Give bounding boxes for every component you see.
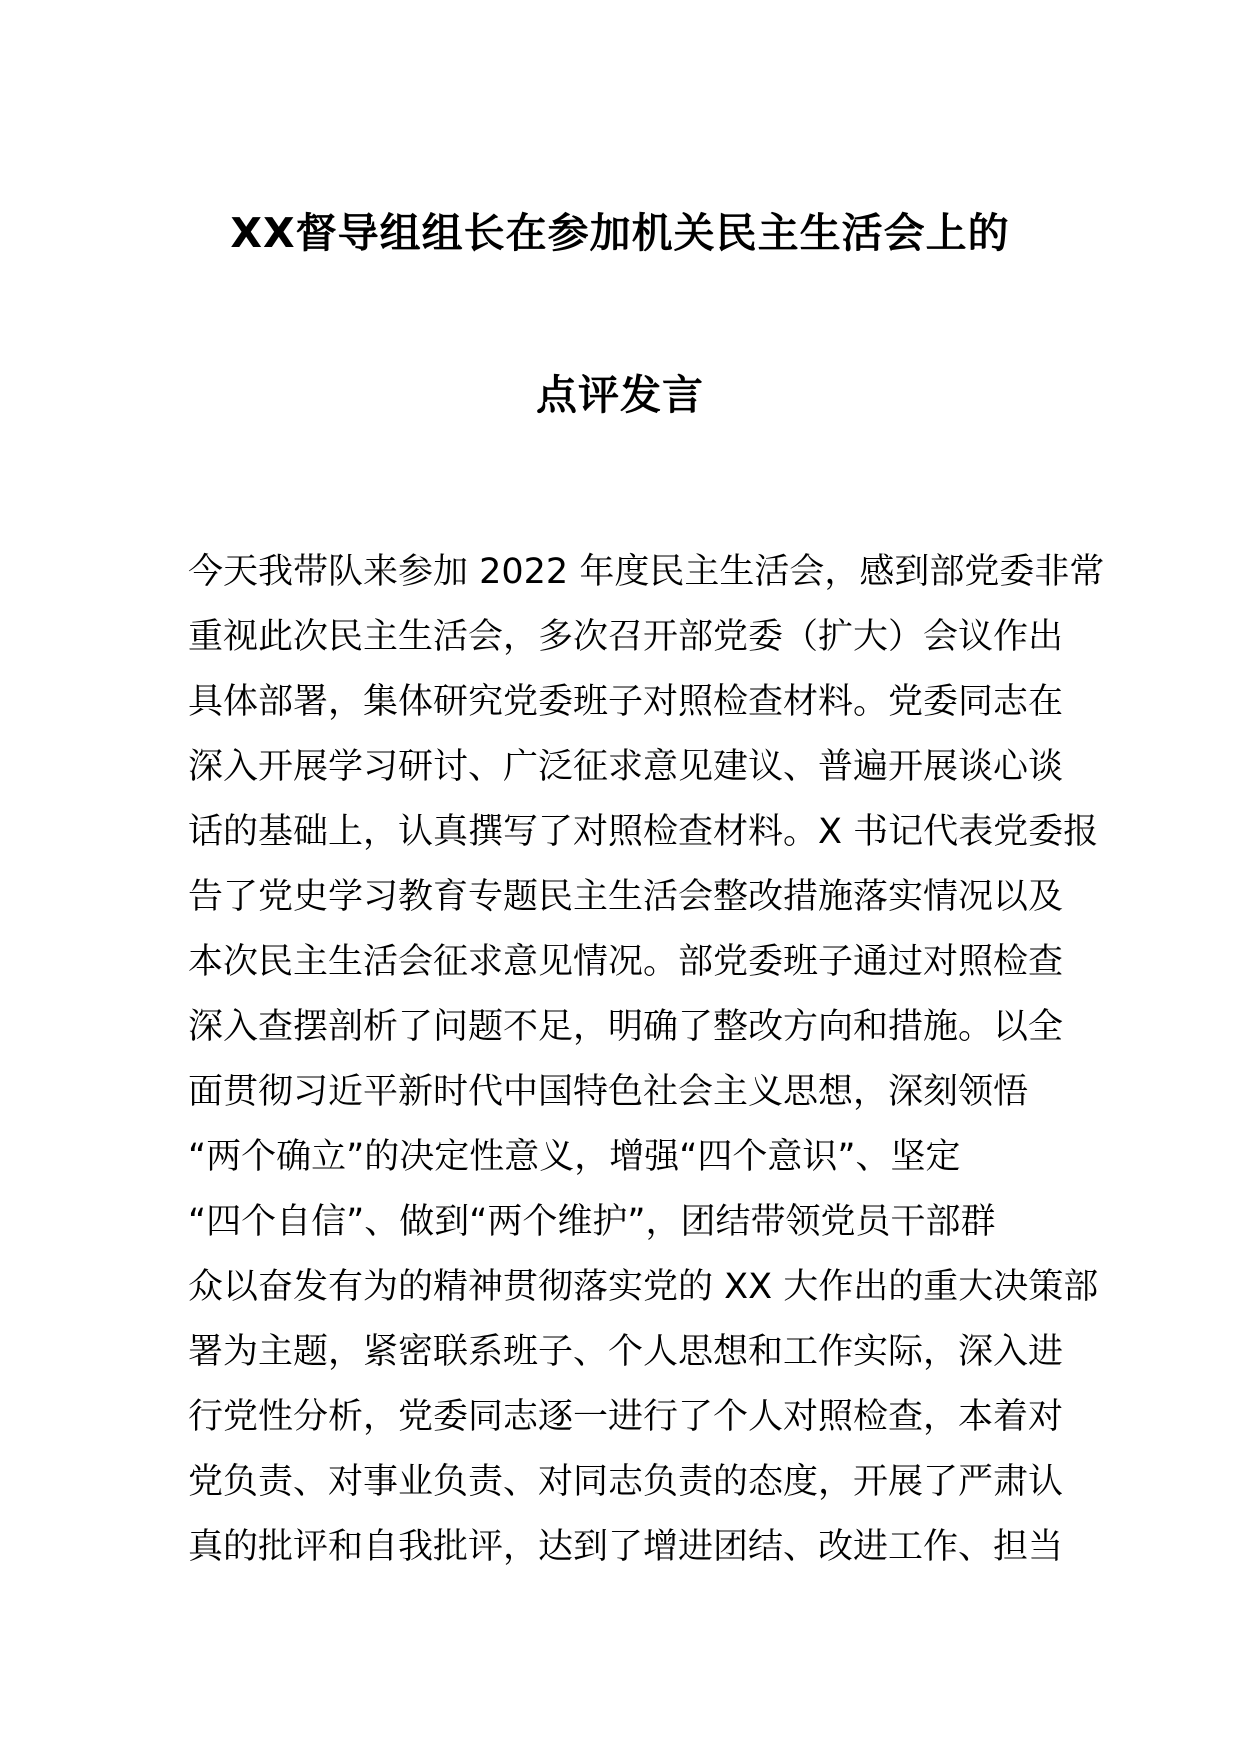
body-line-11: “四个自信”、做到“两个维护”，团结带领党员干部群	[188, 1202, 996, 1242]
body-line-16: 真的批评和自我批评，达到了增进团结、改进工作、担当	[188, 1527, 1064, 1567]
document-title-line-2: 点评发言	[536, 371, 704, 419]
body-line-1: 今天我带队来参加 2022 年度民主生活会，感到部党委非常	[188, 552, 1105, 592]
document-title-line-1: XX督导组组长在参加机关民主生活会上的	[230, 209, 1010, 257]
body-line-5: 话的基础上，认真撰写了对照检查材料。X 书记代表党委报	[188, 812, 1099, 852]
body-line-10: “两个确立”的决定性意义，增强“四个意识”、坚定	[188, 1137, 961, 1177]
body-line-7: 本次民主生活会征求意见情况。部党委班子通过对照检查	[188, 942, 1064, 982]
body-line-12: 众以奋发有为的精神贯彻落实党的 XX 大作出的重大决策部	[188, 1267, 1099, 1307]
body-line-13: 署为主题，紧密联系班子、个人思想和工作实际，深入进	[188, 1332, 1064, 1372]
body-line-4: 深入开展学习研讨、广泛征求意见建议、普遍开展谈心谈	[188, 747, 1064, 787]
body-line-3: 具体部署，集体研究党委班子对照检查材料。党委同志在	[188, 682, 1064, 722]
body-line-6: 告了党史学习教育专题民主生活会整改措施落实情况以及	[188, 877, 1064, 917]
body-line-14: 行党性分析，党委同志逐一进行了个人对照检查，本着对	[188, 1397, 1064, 1437]
body-line-15: 党负责、对事业负责、对同志负责的态度，开展了严肃认	[188, 1462, 1064, 1502]
body-line-2: 重视此次民主生活会，多次召开部党委（扩大）会议作出	[188, 617, 1064, 657]
body-line-9: 面贯彻习近平新时代中国特色社会主义思想，深刻领悟	[188, 1072, 1029, 1112]
body-line-8: 深入查摆剖析了问题不足，明确了整改方向和措施。以全	[188, 1007, 1064, 1047]
